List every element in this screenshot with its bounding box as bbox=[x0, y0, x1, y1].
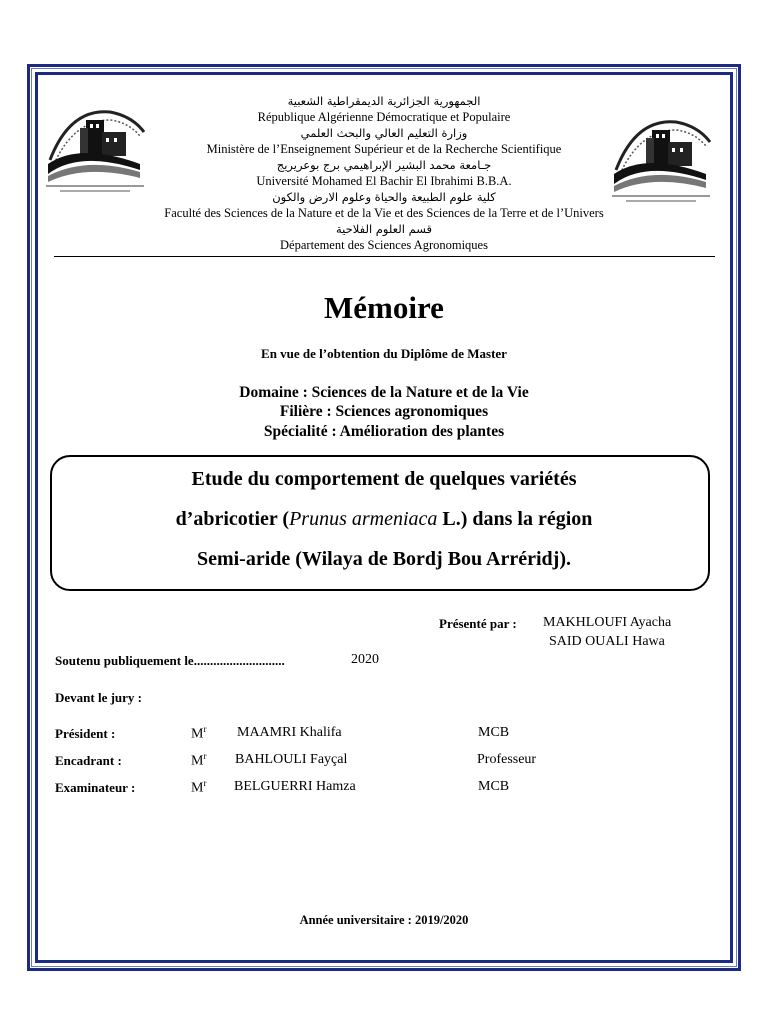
program-domaine: Domaine : Sciences de la Nature et de la Vie bbox=[239, 384, 529, 401]
jury-label: Devant le jury : bbox=[55, 690, 143, 705]
header-divider bbox=[54, 256, 715, 257]
defense-date-dots: ............................ bbox=[193, 653, 285, 668]
author-2: SAID OUALI Hawa bbox=[549, 634, 665, 649]
jury-title-sup: r bbox=[203, 778, 207, 788]
jury-title-sup: r bbox=[203, 751, 207, 761]
header-faculty-arabic: كلية علوم الطبيعة والحياة وعلوم الارض والكون bbox=[272, 190, 496, 204]
jury-title-text: M bbox=[191, 753, 204, 769]
jury-title-text: M bbox=[191, 780, 204, 796]
header-ministry-arabic: وزارة التعليم العالي والبحث العلمي bbox=[300, 126, 468, 140]
header-university-arabic: جـامعة محمد البشير الإبراهيمي برج بوعريريج bbox=[276, 158, 492, 172]
jury-title-sup: r bbox=[203, 724, 207, 734]
academic-year: Année universitaire : 2019/2020 bbox=[299, 913, 469, 927]
topic-line-2-prefix: d’abricotier ( bbox=[175, 508, 290, 530]
program-filiere: Filière : Sciences agronomiques bbox=[279, 403, 489, 420]
document-title: Mémoire bbox=[324, 290, 444, 325]
jury-grade-encadrant: Professeur bbox=[477, 752, 537, 767]
header-ministry: Ministère de l’Enseignement Supérieur et de la Recherche Scientifique bbox=[206, 142, 562, 156]
program-specialite: Spécialité : Amélioration des plantes bbox=[263, 423, 505, 440]
jury-grade-president: MCB bbox=[478, 725, 510, 740]
jury-role-president: Président : bbox=[55, 726, 116, 741]
jury-title-president bbox=[191, 724, 206, 743]
document-subtitle: En vue de l’obtention du Diplôme de Master bbox=[261, 346, 507, 361]
jury-title-examinateur bbox=[191, 778, 206, 797]
header-university: Université Mohamed El Bachir El Ibrahimi B.B.A. bbox=[256, 174, 512, 188]
species-name: Prunus armeniaca bbox=[289, 508, 438, 530]
topic-line-1: Etude du comportement de quelques variétés bbox=[191, 468, 577, 490]
topic-line-3: Semi-aride (Wilaya de Bordj Bou Arréridj). bbox=[196, 548, 572, 570]
defense-line bbox=[55, 653, 285, 669]
jury-title-text: M bbox=[191, 726, 204, 742]
header-faculty: Faculté des Sciences de la Nature et de la Vie et des Sciences de la Terre et de l’Univers bbox=[164, 206, 604, 220]
jury-role-examinateur: Examinateur : bbox=[55, 780, 136, 795]
defense-label: Soutenu publiquement le bbox=[55, 653, 194, 668]
jury-name-president: MAAMRI Khalifa bbox=[237, 725, 342, 740]
header-republic-arabic: الجمهورية الجزائرية الديمقراطية الشعبية bbox=[287, 94, 481, 108]
jury-name-encadrant: BAHLOULI Fayçal bbox=[235, 752, 348, 767]
jury-title-encadrant bbox=[191, 751, 206, 770]
author-1: MAKHLOUFI Ayacha bbox=[543, 615, 672, 630]
topic-line-2 bbox=[0, 508, 768, 531]
topic-line-2-suffix: L.) dans la région bbox=[437, 508, 593, 530]
jury-grade-examinateur: MCB bbox=[478, 779, 510, 794]
jury-name-examinateur: BELGUERRI Hamza bbox=[234, 779, 356, 794]
header-republic: République Algérienne Démocratique et Populaire bbox=[257, 110, 511, 124]
header-department-arabic: قسم العلوم الفلاحية bbox=[336, 222, 432, 236]
header-department: Département des Sciences Agronomiques bbox=[280, 238, 488, 252]
presented-by-label: Présenté par : bbox=[439, 616, 517, 631]
jury-role-encadrant: Encadrant : bbox=[55, 753, 122, 768]
defense-year: 2020 bbox=[351, 652, 379, 667]
